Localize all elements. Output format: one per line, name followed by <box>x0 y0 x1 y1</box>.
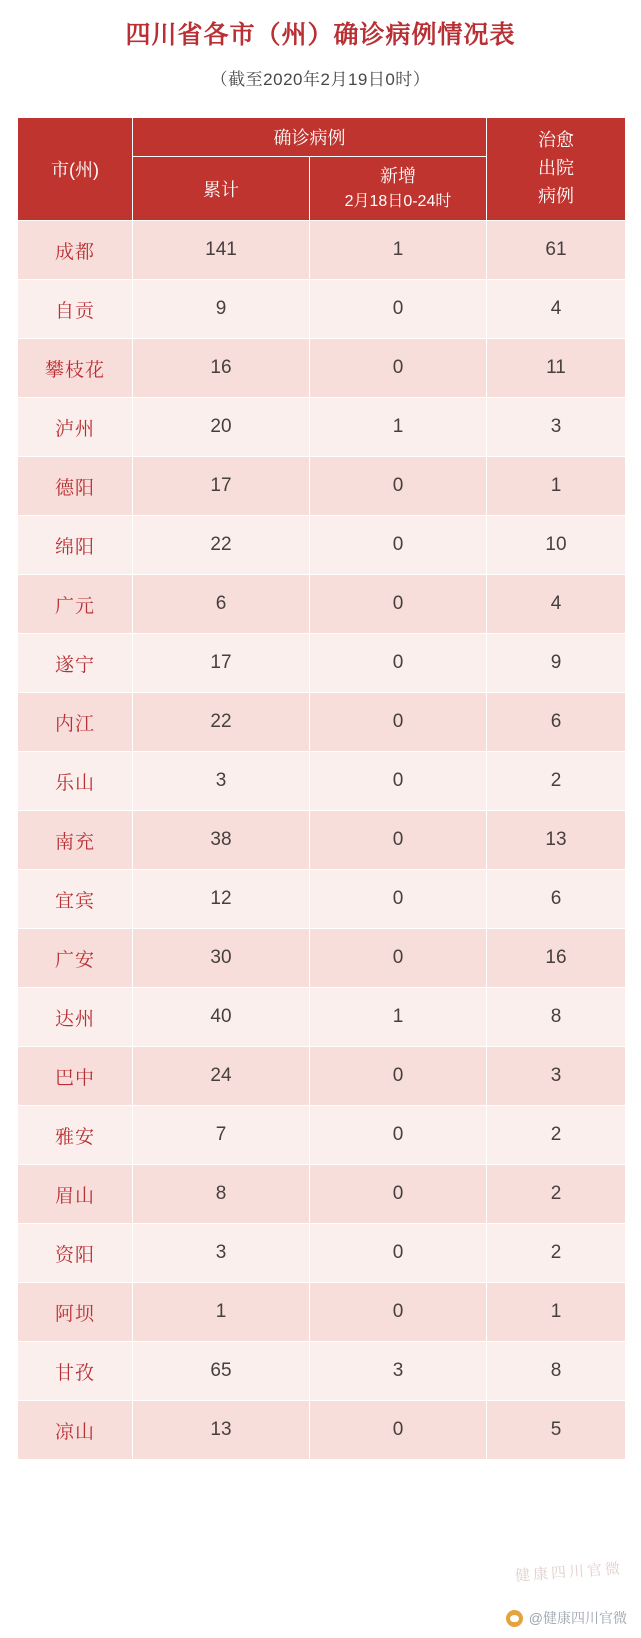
cell-city: 乐山 <box>18 752 133 811</box>
cell-city: 自贡 <box>18 280 133 339</box>
cell-cured: 61 <box>487 221 626 280</box>
header-new <box>310 157 487 221</box>
table-row <box>18 339 626 398</box>
cell-city: 达州 <box>18 988 133 1047</box>
cell-city: 泸州 <box>18 398 133 457</box>
cell-cured: 10 <box>487 516 626 575</box>
page-subtitle: （截至2020年2月19日0时） <box>210 70 431 89</box>
table-row <box>18 280 626 339</box>
cell-total: 40 <box>133 988 310 1047</box>
cell-cured: 16 <box>487 929 626 988</box>
table-row <box>18 516 626 575</box>
cell-total: 3 <box>133 752 310 811</box>
cell-cured: 2 <box>487 1106 626 1165</box>
cell-cured: 6 <box>487 693 626 752</box>
cell-cured: 2 <box>487 1165 626 1224</box>
cell-new: 1 <box>310 398 487 457</box>
cell-new: 3 <box>310 1342 487 1401</box>
cell-cured: 1 <box>487 1283 626 1342</box>
cell-city: 德阳 <box>18 457 133 516</box>
header-confirmed-group: 确诊病例 <box>133 118 487 157</box>
cell-city: 遂宁 <box>18 634 133 693</box>
cell-new: 1 <box>310 988 487 1047</box>
cell-total: 22 <box>133 516 310 575</box>
cell-city: 内江 <box>18 693 133 752</box>
table-row <box>18 1047 626 1106</box>
cell-new: 0 <box>310 1106 487 1165</box>
cell-new: 0 <box>310 929 487 988</box>
cell-cured: 11 <box>487 339 626 398</box>
cell-city: 凉山 <box>18 1401 133 1460</box>
weibo-icon <box>506 1610 523 1627</box>
cell-new: 0 <box>310 339 487 398</box>
cell-total: 12 <box>133 870 310 929</box>
table-header-row-1 <box>18 118 626 157</box>
footer-account: @健康四川官微 <box>528 1610 627 1626</box>
header-cured-line3: 病例 <box>538 185 574 206</box>
footer-credit <box>506 1608 627 1628</box>
cell-city: 南充 <box>18 811 133 870</box>
header-cured <box>487 118 626 221</box>
cell-cured: 8 <box>487 988 626 1047</box>
cell-city: 雅安 <box>18 1106 133 1165</box>
header-total: 累计 <box>133 157 310 221</box>
cell-new: 0 <box>310 1047 487 1106</box>
cell-cured: 5 <box>487 1401 626 1460</box>
header-cured-line2: 出院 <box>538 158 574 179</box>
table-row <box>18 752 626 811</box>
cell-new: 0 <box>310 693 487 752</box>
cell-total: 1 <box>133 1283 310 1342</box>
cell-total: 17 <box>133 634 310 693</box>
cell-city: 攀枝花 <box>18 339 133 398</box>
cell-new: 0 <box>310 1283 487 1342</box>
cell-total: 7 <box>133 1106 310 1165</box>
table-row <box>18 457 626 516</box>
header-new-sub: 2月18日0-24时 <box>344 193 452 210</box>
cell-total: 24 <box>133 1047 310 1106</box>
cell-new: 0 <box>310 280 487 339</box>
cell-total: 65 <box>133 1342 310 1401</box>
table-row <box>18 693 626 752</box>
cell-city: 宜宾 <box>18 870 133 929</box>
table-row <box>18 1165 626 1224</box>
cell-city: 广安 <box>18 929 133 988</box>
cell-city: 眉山 <box>18 1165 133 1224</box>
cell-cured: 3 <box>487 1047 626 1106</box>
header-new-main: 新增 <box>380 166 416 186</box>
cell-city: 绵阳 <box>18 516 133 575</box>
cases-table <box>17 117 626 1460</box>
cell-cured: 4 <box>487 280 626 339</box>
cell-new: 0 <box>310 1401 487 1460</box>
table-row <box>18 1401 626 1460</box>
cell-total: 20 <box>133 398 310 457</box>
cell-new: 0 <box>310 516 487 575</box>
table-row <box>18 221 626 280</box>
cell-cured: 13 <box>487 811 626 870</box>
cell-new: 0 <box>310 752 487 811</box>
table-row <box>18 1283 626 1342</box>
table-row <box>18 634 626 693</box>
cell-new: 0 <box>310 870 487 929</box>
table-row <box>18 1224 626 1283</box>
cell-cured: 9 <box>487 634 626 693</box>
cell-city: 成都 <box>18 221 133 280</box>
table-header <box>18 118 626 221</box>
cell-cured: 4 <box>487 575 626 634</box>
table-body <box>18 221 626 1460</box>
table-row <box>18 870 626 929</box>
cell-total: 8 <box>133 1165 310 1224</box>
cell-city: 甘孜 <box>18 1342 133 1401</box>
table-row <box>18 811 626 870</box>
cell-city: 阿坝 <box>18 1283 133 1342</box>
cell-total: 30 <box>133 929 310 988</box>
cell-new: 0 <box>310 1224 487 1283</box>
cell-total: 6 <box>133 575 310 634</box>
cell-total: 16 <box>133 339 310 398</box>
cell-new: 0 <box>310 1165 487 1224</box>
cell-total: 38 <box>133 811 310 870</box>
cell-total: 3 <box>133 1224 310 1283</box>
cases-table-wrapper <box>16 116 625 1461</box>
cell-new: 0 <box>310 634 487 693</box>
table-row <box>18 929 626 988</box>
table-row <box>18 1106 626 1165</box>
cell-total: 9 <box>133 280 310 339</box>
cell-total: 13 <box>133 1401 310 1460</box>
cell-total: 22 <box>133 693 310 752</box>
cell-new: 0 <box>310 575 487 634</box>
cell-new: 0 <box>310 457 487 516</box>
cell-city: 资阳 <box>18 1224 133 1283</box>
table-row <box>18 988 626 1047</box>
header-city: 市(州) <box>18 118 133 221</box>
cell-cured: 1 <box>487 457 626 516</box>
header-cured-line1: 治愈 <box>538 130 574 151</box>
table-row <box>18 398 626 457</box>
watermark: 健康四川官微 <box>514 1560 624 1585</box>
cell-cured: 3 <box>487 398 626 457</box>
cell-city: 巴中 <box>18 1047 133 1106</box>
cell-new: 0 <box>310 811 487 870</box>
cell-city: 广元 <box>18 575 133 634</box>
page-title: 四川省各市（州）确诊病例情况表 <box>125 21 516 49</box>
cell-new: 1 <box>310 221 487 280</box>
cell-total: 141 <box>133 221 310 280</box>
table-row <box>18 1342 626 1401</box>
cell-total: 17 <box>133 457 310 516</box>
cell-cured: 2 <box>487 1224 626 1283</box>
cell-cured: 8 <box>487 1342 626 1401</box>
table-row <box>18 575 626 634</box>
cell-cured: 2 <box>487 752 626 811</box>
cell-cured: 6 <box>487 870 626 929</box>
